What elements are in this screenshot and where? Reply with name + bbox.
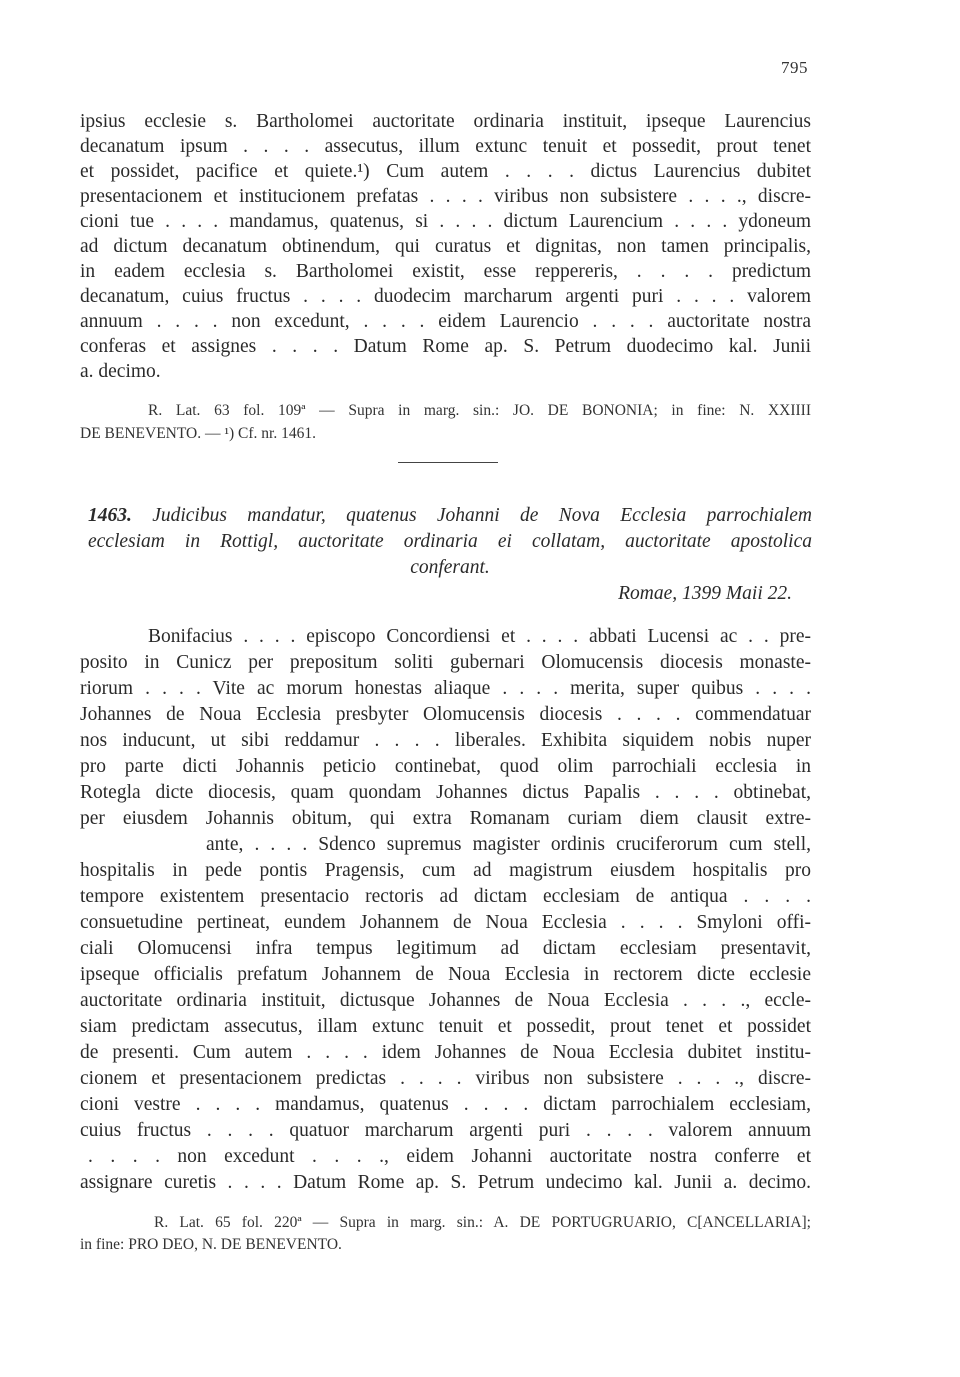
text-line: ipsius ecclesie s. Bartholomei auctoritate ordinaria instituit, ipseque Laurencius [80,111,811,132]
text-line: pro parte dicti Johannis peticio continebat, quod olim parrochiali ecclesia in [80,756,811,777]
entry-heading-line: conferant. [410,557,490,578]
text-line: Johannes de Noua Ecclesia presbyter Olomucensis diocesis . . . . commendatuar [80,704,811,725]
text-line: presentacionem et institucionem prefatas . . . . viribus non subsistere . . . ., discre- [80,186,811,207]
text-line: a. decimo. [80,361,161,382]
entry-heading-line: ecclesiam in Rottigl, auctoritate ordinaria ei collatam, auctoritate apostolica [88,531,812,552]
text-line: cioni tue . . . . mandamus, quatenus, si . . . . dictum Laurencium . . . . ydoneum [80,211,811,232]
text-line: hospitalis in pede pontis Pragensis, cum ad magistrum eiusdem hospitalis pro [80,860,811,881]
text-line: ipseque officialis prefatum Johannem de Noua Ecclesia in rectorem dicte ecclesie [80,964,811,985]
text-line: conferas et assignes . . . . Datum Rome ap. S. Petrum duodecimo kal. Junii [80,336,811,357]
text-line: annuum . . . . non excedunt, . . . . eidem Laurencio . . . . auctoritate nostra [80,311,811,332]
text-line: Rotegla dicte diocesis, quam quondam Johannes dictus Papalis . . . . obtinebat, [80,782,811,803]
text-line: assignare curetis . . . . Datum Rome ap. S. Petrum undecimo kal. Junii a. decimo. [80,1172,811,1193]
text-line: in eadem ecclesia s. Bartholomei existit, esse reppereris, . . . . predictum [80,261,811,282]
text-line: cioni vestre . . . . mandamus, quatenus . . . . dictam parrochialem ecclesiam, [80,1094,811,1115]
text-line: de presenti. Cum autem . . . . idem Johannes de Noua Ecclesia dubitet institu- [80,1042,811,1063]
text-line: Bonifacius . . . . episcopo Concordiensi et . . . . abbati Lucensi ac . . pre- [148,626,811,647]
entry-number: 1463. [88,505,132,526]
page-number: 795 [781,58,808,77]
note-line: DE BENEVENTO. — ¹) Cf. nr. 1461. [80,425,316,442]
note-line: R. Lat. 65 fol. 220ª — Supra in marg. sin.: A. DE PORTUGRUARIO, C[ANCELLARIA]; [154,1214,811,1231]
note-line: in fine: PRO DEO, N. DE BENEVENTO. [80,1236,342,1253]
text-line: decanatum, cuius fructus . . . . duodecim marcharum argenti puri . . . . valorem [80,286,811,307]
section-divider [398,462,498,463]
text-line: nos inducunt, ut sibi reddamur . . . . liberales. Exhibita siquidem nobis nuper [80,730,811,751]
text-line: per eiusdem Johannis obitum, qui extra Romanam curiam diem clausit extre- [80,808,811,829]
text-line: tempore existentem presentacio rectoris ad dictam ecclesiam de antiqua . . . . [80,886,811,907]
text-line: et possidet, pacifice et quiete.¹) Cum autem . . . . dictus Laurencius dubitet [80,161,811,182]
note-line: R. Lat. 63 fol. 109ª — Supra in marg. sin.: JO. DE BONONIA; in fine: N. XXIIII [148,402,811,419]
text-line: consuetudine pertineat, eundem Johannem de Noua Ecclesia . . . . Smyloni offi- [80,912,811,933]
text-line: ante, . . . . Sdenco supremus magister ordinis cruciferorum cum stell, [206,834,811,855]
entry-summary-part: Judicibus mandatur, quatenus Johanni de Nova Ecclesia parrochialem [152,505,813,526]
text-line: cionem et presentacionem predictas . . . . viribus non subsistere . . . ., discre- [80,1068,811,1089]
text-line: . . . . non excedunt . . . ., eidem Johanni auctoritate nostra conferre et [88,1146,811,1167]
entry-dateline: Romae, 1399 Maii 22. [618,583,792,604]
text-line: decanatum ipsum . . . . assecutus, illum extunc tenuit et possedit, prout tenet [80,136,811,157]
text-line: siam predictam assecutus, illam extunc tenuit et possedit, prout tenet et possidet [80,1016,811,1037]
text-line: auctoritate ordinaria instituit, dictusque Johannes de Noua Ecclesia . . . ., eccle- [80,990,811,1011]
text-line: ciali Olomucensi infra tempus legitimum ad dictam ecclesiam presentavit, [80,938,811,959]
text-line: riorum . . . . Vite ac morum honestas aliaque . . . . merita, super quibus . . . . [80,678,811,699]
entry-heading-line [88,503,812,528]
text-line: posito in Cunicz per prepositum soliti gubernari Olomucensis diocesis monaste- [80,652,811,673]
text-line: cuius fructus . . . . quatuor marcharum argenti puri . . . . valorem annuum [80,1120,811,1141]
text-line: ad dictum decanatum obtinendum, qui curatus et dignitas, non tamen principalis, [80,236,811,257]
